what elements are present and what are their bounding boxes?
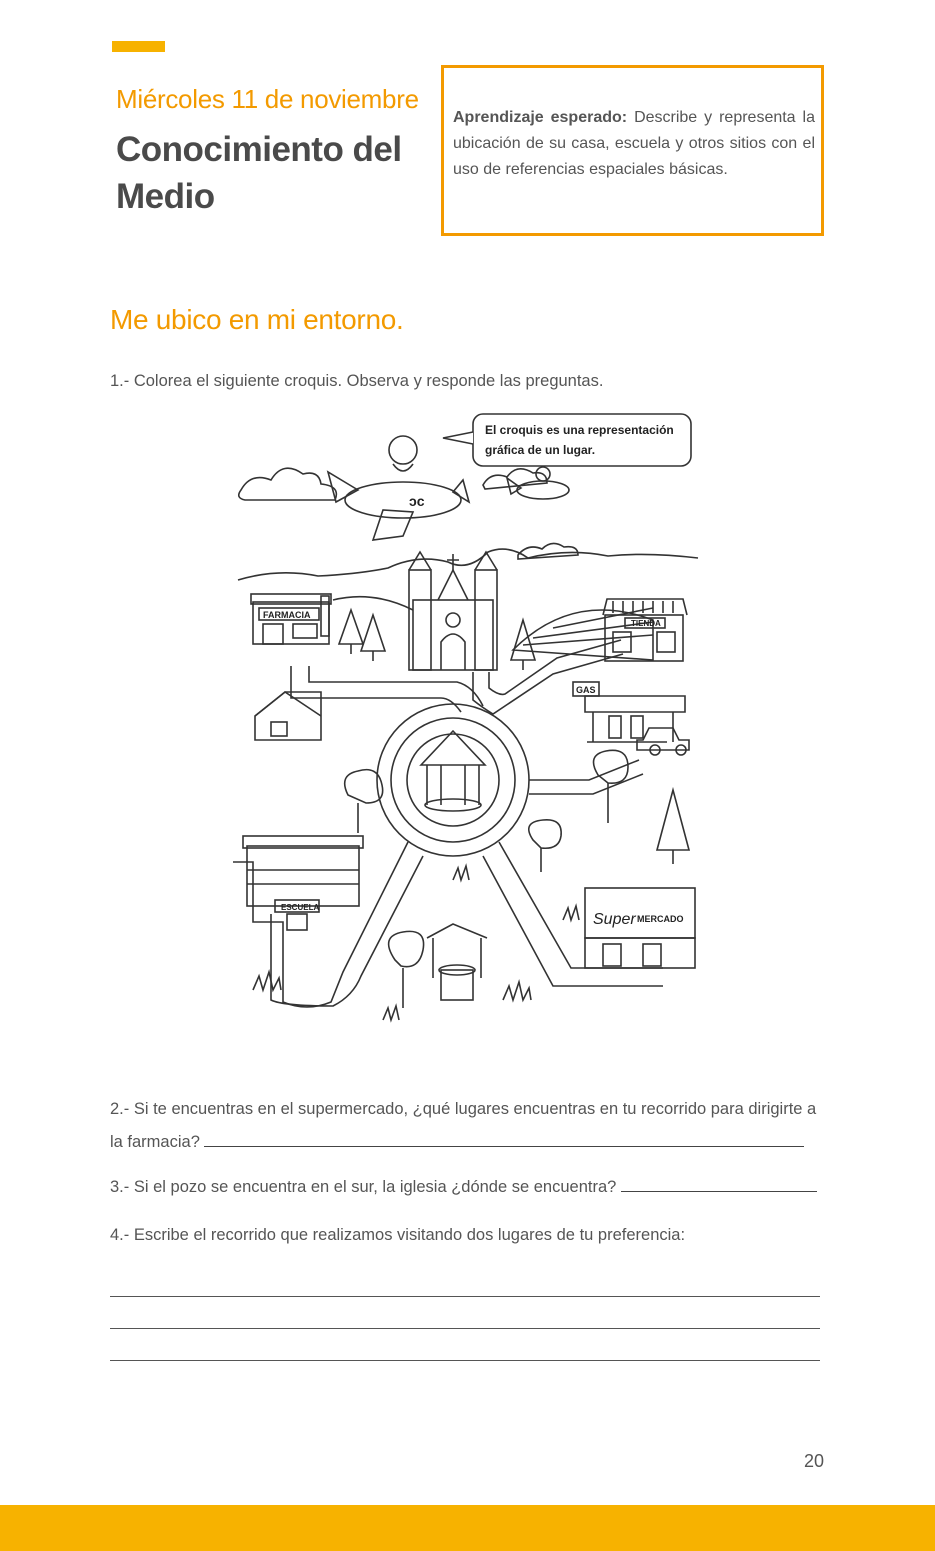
question-2 bbox=[110, 1093, 830, 1159]
road bbox=[483, 856, 663, 986]
plane-label: ɔc bbox=[409, 493, 425, 509]
grass-icon bbox=[563, 906, 579, 920]
church-icon bbox=[409, 552, 497, 670]
section-title: Me ubico en mi entorno. bbox=[110, 304, 404, 335]
grass-icon bbox=[503, 982, 531, 1000]
answer-line-q2[interactable] bbox=[204, 1132, 804, 1147]
grass-icon bbox=[253, 972, 281, 990]
road bbox=[489, 640, 621, 694]
town-map-illustration bbox=[233, 410, 708, 1035]
tree-icon bbox=[529, 820, 561, 872]
road bbox=[271, 856, 423, 1006]
tree-icon bbox=[657, 790, 689, 864]
question-3 bbox=[110, 1177, 817, 1197]
learning-goal-label: Aprendizaje esperado: bbox=[453, 109, 628, 126]
roundabout bbox=[377, 704, 529, 856]
road bbox=[529, 760, 639, 780]
gas-sign: GAS bbox=[576, 685, 596, 695]
house-icon bbox=[255, 692, 321, 740]
learning-goal-text bbox=[453, 105, 815, 183]
grass-icon bbox=[453, 866, 469, 880]
mountains bbox=[238, 549, 698, 580]
school-sign: ESCUELA bbox=[281, 903, 320, 912]
speech-line-2: gráfica de un lugar. bbox=[485, 443, 596, 457]
footer-bar bbox=[0, 1505, 935, 1551]
road bbox=[473, 654, 623, 714]
supermarket-sign-super: Super bbox=[593, 911, 636, 928]
tree-icon bbox=[339, 610, 363, 654]
answer-line-q4-2[interactable] bbox=[110, 1328, 820, 1329]
plane-icon bbox=[328, 436, 469, 540]
answer-line-q3[interactable] bbox=[621, 1177, 817, 1192]
road bbox=[309, 666, 483, 706]
speech-bubble bbox=[473, 414, 691, 466]
learning-goal-box bbox=[441, 65, 824, 236]
question-4: 4.- Escribe el recorrido que realizamos visitando dos lugares de tu preferencia: bbox=[110, 1226, 686, 1244]
road bbox=[233, 842, 408, 1007]
road bbox=[291, 666, 461, 712]
question-1: 1.- Colorea el siguiente croquis. Observa y responde las preguntas. bbox=[110, 372, 604, 390]
lesson-date: Miércoles 11 de noviembre bbox=[116, 84, 419, 114]
plane-icon bbox=[507, 467, 569, 499]
gazebo-icon bbox=[421, 731, 485, 811]
question-3-text: 3.- Si el pozo se encuentra en el sur, la iglesia ¿dónde se encuentra? bbox=[110, 1178, 617, 1196]
road bbox=[499, 842, 663, 968]
tree-icon bbox=[361, 615, 385, 661]
page-number: 20 bbox=[804, 1451, 825, 1471]
supermarket-building bbox=[585, 888, 695, 968]
well-icon bbox=[427, 924, 487, 1000]
speech-line-1: El croquis es una representación bbox=[485, 423, 674, 437]
store-sign: TIENDA bbox=[631, 619, 661, 628]
learning-goal-description: Describe y representa la ubicación de su casa, escuela y otros sitios con el uso de referencias espaciales básicas. bbox=[453, 109, 815, 178]
school-building bbox=[243, 836, 363, 930]
header-accent-bar bbox=[112, 41, 165, 52]
answer-line-q4-3[interactable] bbox=[110, 1360, 820, 1361]
cloud bbox=[239, 468, 337, 500]
supermarket-sign-mercado: MERCADO bbox=[637, 914, 684, 924]
question-2-text: 2.- Si te encuentras en el supermercado, ¿qué lugares encuentras en tu recorrido para dirigirte a la farmacia? bbox=[110, 1100, 817, 1151]
tree-icon bbox=[389, 931, 424, 1008]
pharmacy-sign: FARMACIA bbox=[263, 610, 311, 620]
grass-icon bbox=[383, 1006, 399, 1020]
answer-line-q4-1[interactable] bbox=[110, 1296, 820, 1297]
lesson-subject: Conocimiento del Medio bbox=[116, 130, 402, 216]
store-building bbox=[603, 599, 687, 661]
